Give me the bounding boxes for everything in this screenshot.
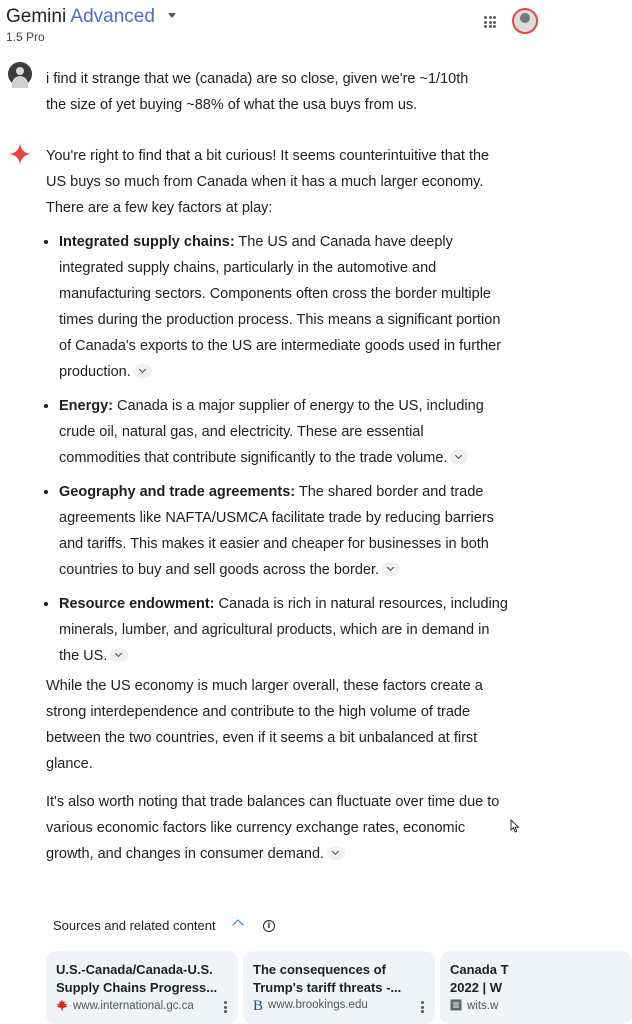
more-options-icon[interactable] [224,1001,227,1013]
source-card[interactable] [46,951,238,1024]
bullet-resources [59,591,508,669]
source-site-text: www.brookings.edu [268,999,368,1011]
brookings-b-icon: B [253,998,264,1014]
more-options-icon[interactable] [421,1001,424,1013]
user-message: i find it strange that we (canada) are so close, given we're ~1/10th the size of yet buying ~88% of what the usa buys from us. [46,71,469,113]
source-title: The consequences of Trump's tariff threats -... [253,962,402,995]
expand-chevron-icon[interactable] [450,450,468,464]
source-title: Canada T 2022 | W [450,962,509,995]
model-switcher[interactable] [6,6,176,28]
expand-chevron-icon[interactable] [110,648,128,662]
bullet-text: The US and Canada have deeply integrated supply chains, particularly in the automotive and manufacturing sectors. Components often cross the border multiple times during the production process. This means a significant portion of Canada's exports to the US are intermediate goods used in further production. [59,234,502,380]
info-icon[interactable]: i [263,920,275,932]
model-label: 1.5 Pro [6,30,45,44]
response-intro: You're right to find that a bit curious! It seems counterintuitive that the US buys so much from Canada when it has a much larger economy. There are a few key factors at play: [46,148,490,216]
bullet-energy [59,393,508,471]
gemini-spark-icon [8,142,32,166]
bullet-title: Geography and trade agreements: [59,484,296,500]
response-paragraph-final [46,789,508,867]
response-paragraph: While the US economy is much larger overall, these factors create a strong interdependence and contribute to the high volume of trade between the two countries, even if it seems a bit unbalanced at first glance. [46,678,483,772]
brand-name: Gemini [6,6,67,27]
source-site-text: wits.w [467,1000,499,1012]
source-site [56,999,194,1012]
sources-toggle[interactable]: Sources and related content [53,918,216,933]
source-title: U.S.-Canada/Canada-U.S. Supply Chains Progress... [56,962,218,995]
source-card[interactable] [440,951,632,1024]
response-body [46,143,508,867]
expand-chevron-icon[interactable] [382,562,400,576]
source-card[interactable] [243,951,435,1024]
user-avatar [8,62,32,86]
apps-grid-icon[interactable] [484,16,496,28]
bullet-text: Canada is a major supplier of energy to the US, including crude oil, natural gas, and electricity. These are essential commodities that contribute significantly to the trade volume. [59,398,484,466]
bullet-geography [59,479,508,583]
bullet-supply-chains [59,229,508,385]
expand-chevron-icon[interactable] [327,846,345,860]
bullet-text: The shared border and trade agreements like NAFTA/USMCA facilitate trade by reducing barriers and tariffs. This makes it easier and cheaper for businesses in both countries to buy and sell goods across the border. [59,484,494,578]
bullet-title: Energy: [59,398,113,414]
top-bar [0,0,529,50]
source-cards [46,951,509,1024]
bullet-title: Resource endowment: [59,596,215,612]
chevron-up-icon[interactable] [232,919,243,930]
chevron-down-icon [168,13,176,18]
source-site [253,999,368,1012]
wits-icon [450,999,462,1011]
source-site [450,999,498,1012]
expand-chevron-icon[interactable] [134,364,152,378]
brand-tier: Advanced [70,6,155,27]
maple-leaf-icon [56,999,68,1011]
paragraph-text: It's also worth noting that trade balances can fluctuate over time due to various economic factors like currency exchange rates, economic growth, and changes in consumer demand. [46,794,500,862]
bullet-title: Integrated supply chains: [59,234,235,250]
profile-avatar-icon[interactable] [512,8,538,34]
mouse-cursor-icon [510,819,520,833]
source-site-text: www.international.gc.ca [73,1000,194,1012]
response-bullets [46,229,508,669]
bullet-text: Canada is rich in natural resources, including minerals, lumber, and agricultural products, which are in demand in the US. [59,596,508,664]
